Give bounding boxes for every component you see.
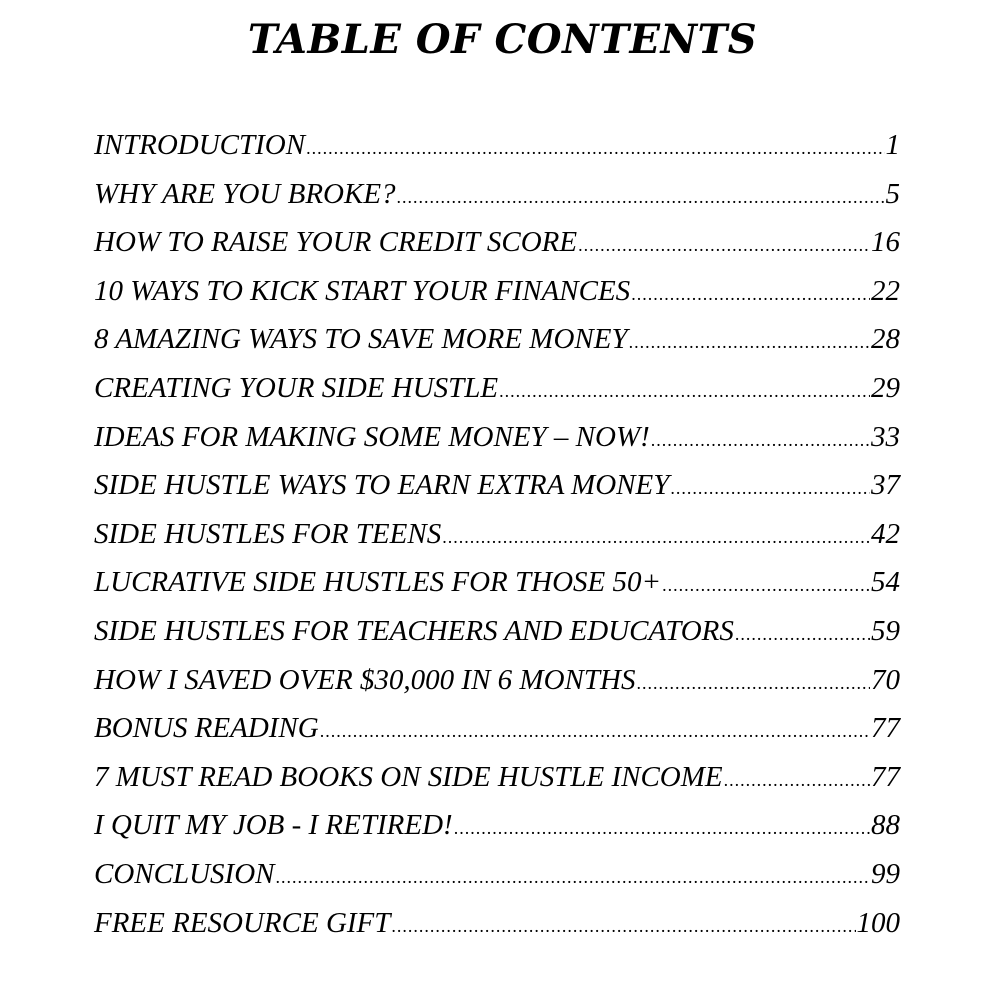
dot-leader xyxy=(454,804,870,853)
toc-entry-title: WHY ARE YOU BROKE? xyxy=(94,177,396,210)
toc-entry[interactable] xyxy=(94,656,900,705)
dot-leader xyxy=(735,610,870,659)
toc-entry[interactable] xyxy=(94,267,900,316)
toc-entry-page: 99 xyxy=(871,857,900,890)
toc-entry-title: LUCRATIVE SIDE HUSTLES FOR THOSE 50+ xyxy=(94,566,662,599)
toc-entry[interactable] xyxy=(94,753,900,802)
dot-leader xyxy=(320,707,870,756)
dot-leader xyxy=(391,902,855,951)
toc-entry[interactable] xyxy=(94,413,900,462)
toc-entry-title: 10 WAYS TO KICK START YOUR FINANCES xyxy=(94,274,631,307)
dot-leader xyxy=(442,513,870,562)
toc-entry-page: 77 xyxy=(871,712,900,745)
toc-entry[interactable] xyxy=(94,558,900,607)
dot-leader xyxy=(578,221,870,270)
toc-entry-title: 7 MUST READ BOOKS ON SIDE HUSTLE INCOME xyxy=(94,760,723,793)
toc-entry-page: 70 xyxy=(871,663,900,696)
toc-entry-page: 5 xyxy=(885,177,900,210)
toc-entry-page: 22 xyxy=(871,274,900,307)
toc-entry-title: IDEAS FOR MAKING SOME MONEY – NOW! xyxy=(94,420,650,453)
toc-entry-title: FREE RESOURCE GIFT xyxy=(94,906,391,939)
toc-entry[interactable] xyxy=(94,315,900,364)
toc-entry[interactable] xyxy=(94,899,900,948)
toc-entry-page: 77 xyxy=(871,760,900,793)
toc-entry[interactable] xyxy=(94,121,900,170)
toc-entry-page: 1 xyxy=(885,129,900,161)
dot-leader xyxy=(499,367,870,416)
toc-entry[interactable] xyxy=(94,607,900,656)
page-title: TABLE OF CONTENTS xyxy=(247,16,758,63)
toc-entry-title: SIDE HUSTLE WAYS TO EARN EXTRA MONEY xyxy=(94,469,670,502)
table-of-contents xyxy=(94,121,900,947)
toc-entry-page: 88 xyxy=(871,809,900,842)
toc-entry-title: SIDE HUSTLES FOR TEACHERS AND EDUCATORS xyxy=(94,614,734,647)
dot-leader xyxy=(397,173,885,222)
dot-leader xyxy=(724,756,870,805)
toc-entry-title: HOW TO RAISE YOUR CREDIT SCORE xyxy=(94,226,578,259)
dot-leader xyxy=(670,464,870,513)
toc-entry-title: CONCLUSION xyxy=(94,857,275,890)
toc-entry[interactable] xyxy=(94,364,900,413)
toc-entry-title: BONUS READING xyxy=(94,712,319,745)
toc-entry-title: 8 AMAZING WAYS TO SAVE MORE MONEY xyxy=(94,323,628,356)
toc-entry-title: SIDE HUSTLES FOR TEENS xyxy=(94,517,442,550)
toc-entry-title: CREATING YOUR SIDE HUSTLE xyxy=(94,371,499,404)
toc-entry-page: 33 xyxy=(871,420,900,453)
dot-leader xyxy=(636,659,870,708)
toc-entry[interactable] xyxy=(94,801,900,850)
dot-leader xyxy=(629,318,870,367)
toc-entry-page: 59 xyxy=(871,614,900,647)
toc-entry-page: 100 xyxy=(856,906,900,939)
dot-leader xyxy=(631,270,870,319)
toc-entry-title: HOW I SAVED OVER $30,000 IN 6 MONTHS xyxy=(94,663,636,696)
toc-entry-page: 54 xyxy=(871,566,900,599)
toc-entry-page: 37 xyxy=(871,469,900,502)
dot-leader xyxy=(306,124,884,173)
toc-entry[interactable] xyxy=(94,850,900,899)
toc-entry-page: 42 xyxy=(871,517,900,550)
toc-entry[interactable] xyxy=(94,704,900,753)
toc-entry[interactable] xyxy=(94,461,900,510)
toc-entry[interactable] xyxy=(94,510,900,559)
toc-entry[interactable] xyxy=(94,218,900,267)
dot-leader xyxy=(662,561,870,610)
dot-leader xyxy=(276,853,871,902)
dot-leader xyxy=(651,416,870,465)
toc-entry-page: 29 xyxy=(871,371,900,404)
toc-entry-title: INTRODUCTION xyxy=(94,129,306,161)
toc-entry-page: 28 xyxy=(871,323,900,356)
toc-entry[interactable] xyxy=(94,170,900,219)
toc-entry-page: 16 xyxy=(871,226,900,259)
toc-entry-title: I QUIT MY JOB - I RETIRED! xyxy=(94,809,453,842)
